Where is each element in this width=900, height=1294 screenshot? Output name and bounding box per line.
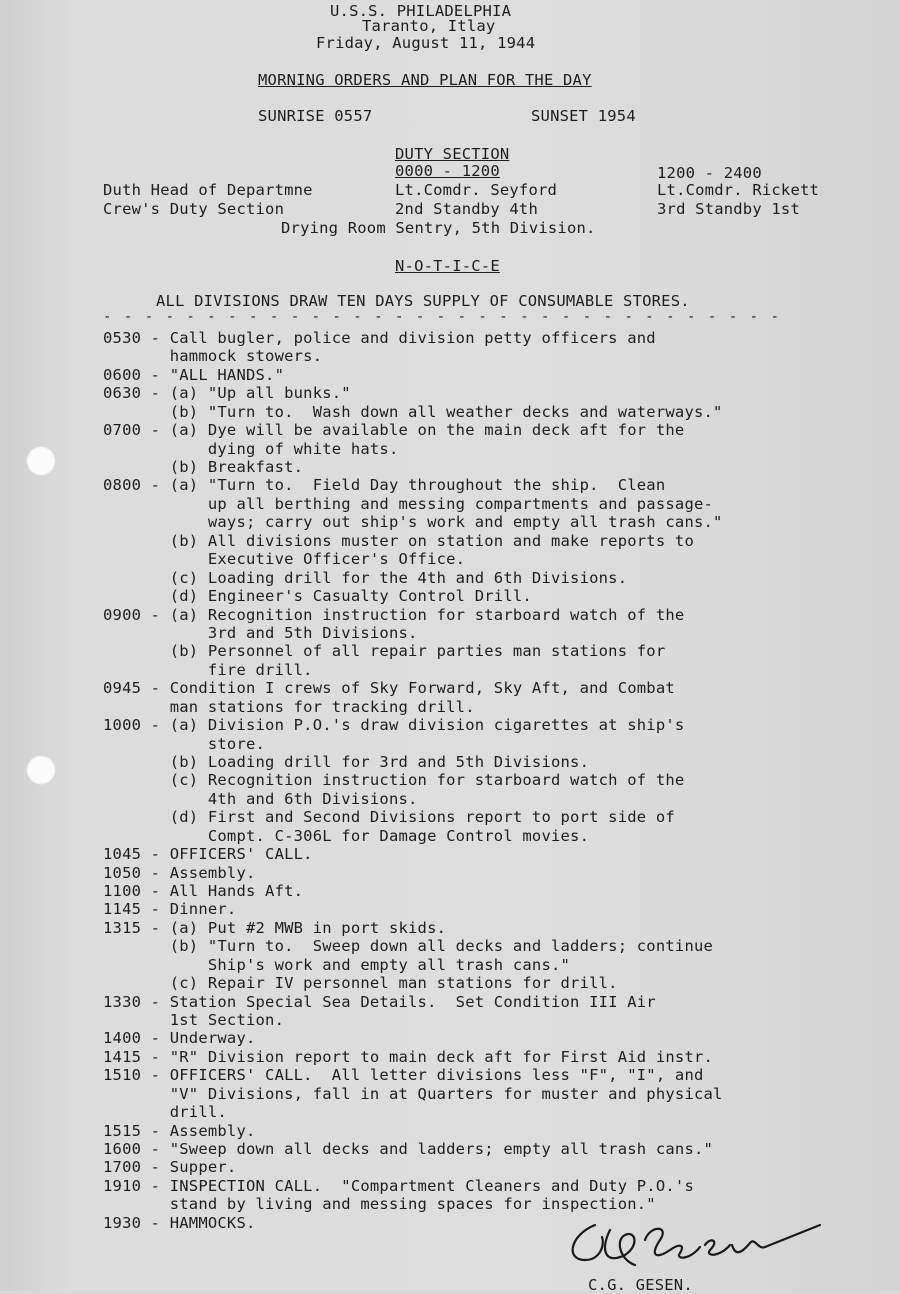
date: Friday, August 11, 1944 <box>316 34 536 52</box>
schedule-line: (c) Repair IV personnel man stations for drill. <box>103 974 618 992</box>
schedule-line: 1700 - Supper. <box>103 1158 237 1177</box>
handwritten-signature <box>560 1215 830 1275</box>
schedule-line: 1045 - OFFICERS' CALL. <box>103 845 313 863</box>
duty-row1-col1: Lt.Comdr. Seyford <box>395 181 558 199</box>
duty-row2-col1: 2nd Standby 4th <box>395 200 538 218</box>
schedule-line: (c) Recognition instruction for starboard watch of the <box>103 771 685 790</box>
schedule-line: 1315 - (a) Put #2 MWB in port skids. <box>103 918 447 937</box>
ship-name: U.S.S. PHILADELPHIA <box>330 2 512 20</box>
schedule-line: up all berthing and messing compartments and passage- <box>103 494 714 513</box>
schedule-line: stand by living and messing spaces for inspection." <box>103 1195 656 1214</box>
schedule-line: 1330 - Station Special Sea Details. Set Condition III Air <box>103 992 656 1011</box>
location: Taranto, Itlay <box>362 17 496 35</box>
typed-signature: C.G. GESEN. <box>588 1276 693 1294</box>
duty-col2-time: 1200 - 2400 <box>657 164 762 182</box>
duty-col1-time: 0000 - 1200 <box>395 162 500 180</box>
punch-hole <box>26 446 56 476</box>
schedule-line: 0700 - (a) Dye will be available on the main deck aft for the <box>103 421 685 440</box>
schedule-line: 0800 - (a) "Turn to. Field Day throughout the ship. Clean <box>103 476 666 495</box>
schedule-line: 1415 - "R" Division report to main deck aft for First Aid instr. <box>103 1047 714 1066</box>
schedule-line: 1910 - INSPECTION CALL. "Compartment Cleaners and Duty P.O.'s <box>103 1176 694 1195</box>
sunset: SUNSET 1954 <box>531 107 636 125</box>
schedule-line: 1600 - "Sweep down all decks and ladders; empty all trash cans." <box>103 1139 714 1158</box>
dashed-divider: - - - - - - - - - - - - - - - - - - - - - - - - - - - - - - - - - <box>103 309 781 325</box>
schedule-line: 4th and 6th Divisions. <box>103 789 418 808</box>
punch-hole <box>26 755 56 785</box>
schedule-line: Ship's work and empty all trash cans." <box>103 955 571 974</box>
schedule-line: (b) "Turn to. Sweep down all decks and ladders; continue <box>103 937 714 956</box>
notice-heading: N-O-T-I-C-E <box>395 257 500 275</box>
schedule-line: 0630 - (a) "Up all bunks." <box>103 384 351 403</box>
schedule-line: 1050 - Assembly. <box>103 863 256 882</box>
duty-section-heading: DUTY SECTION <box>395 145 510 163</box>
schedule-line: hammock stowers. <box>103 347 323 366</box>
sentry-line: Drying Room Sentry, 5th Division. <box>281 219 596 237</box>
schedule-line: 1000 - (a) Division P.O.'s draw division cigarettes at ship's <box>103 716 685 734</box>
schedule-line: (b) Personnel of all repair parties man stations for <box>103 642 666 661</box>
schedule-line: 1100 - All Hands Aft. <box>103 881 304 900</box>
page-title: MORNING ORDERS AND PLAN FOR THE DAY <box>258 71 592 89</box>
schedule-line: 1510 - OFFICERS' CALL. All letter divisions less "F", "I", and <box>103 1066 704 1085</box>
schedule-line: Compt. C-306L for Damage Control movies. <box>103 826 590 845</box>
schedule-line: (b) Breakfast. <box>103 458 304 476</box>
schedule-line: store. <box>103 734 266 753</box>
schedule-line: 1515 - Assembly. <box>103 1121 256 1140</box>
schedule-line: (d) First and Second Divisions report to port side of <box>103 808 675 827</box>
schedule-line: (c) Loading drill for the 4th and 6th Divisions. <box>103 568 628 587</box>
schedule-line: 0900 - (a) Recognition instruction for starboard watch of the <box>103 605 685 624</box>
schedule-line: (d) Engineer's Casualty Control Drill. <box>103 587 532 605</box>
duty-row1-label: Duth Head of Departmne <box>103 181 313 199</box>
schedule-line: 1st Section. <box>103 1010 285 1029</box>
schedule-line: Executive Officer's Office. <box>103 550 466 569</box>
schedule-line: 1145 - Dinner. <box>103 900 237 919</box>
schedule-line: 3rd and 5th Divisions. <box>103 623 418 642</box>
schedule-line: man stations for tracking drill. <box>103 697 475 716</box>
schedule-line: 0945 - Condition I crews of Sky Forward, Sky Aft, and Combat <box>103 679 675 698</box>
duty-row2-label: Crew's Duty Section <box>103 200 285 218</box>
duty-row1-col2: Lt.Comdr. Rickett <box>657 181 820 199</box>
schedule-line: 1400 - Underway. <box>103 1029 256 1048</box>
schedule-line: (b) All divisions muster on station and make reports to <box>103 531 694 550</box>
schedule-line: ways; carry out ship's work and empty all trash cans." <box>103 513 723 532</box>
schedule-line: fire drill. <box>103 660 313 679</box>
schedule-line: dying of white hats. <box>103 439 399 458</box>
schedule-line: drill. <box>103 1103 227 1122</box>
schedule-line: (b) Loading drill for 3rd and 5th Divisions. <box>103 752 590 771</box>
schedule-line: (b) "Turn to. Wash down all weather decks and waterways." <box>103 402 723 421</box>
notice-text: ALL DIVISIONS DRAW TEN DAYS SUPPLY OF CONSUMABLE STORES. <box>156 292 690 310</box>
schedule-line: 1930 - HAMMOCKS. <box>103 1213 256 1232</box>
schedule-line: "V" Divisions, fall in at Quarters for muster and physical <box>103 1084 723 1103</box>
schedule-line: 0600 - "ALL HANDS." <box>103 365 285 384</box>
sunrise: SUNRISE 0557 <box>258 107 373 125</box>
duty-row2-col2: 3rd Standby 1st <box>657 200 800 218</box>
schedule-line: 0530 - Call bugler, police and division petty officers and <box>103 329 656 347</box>
